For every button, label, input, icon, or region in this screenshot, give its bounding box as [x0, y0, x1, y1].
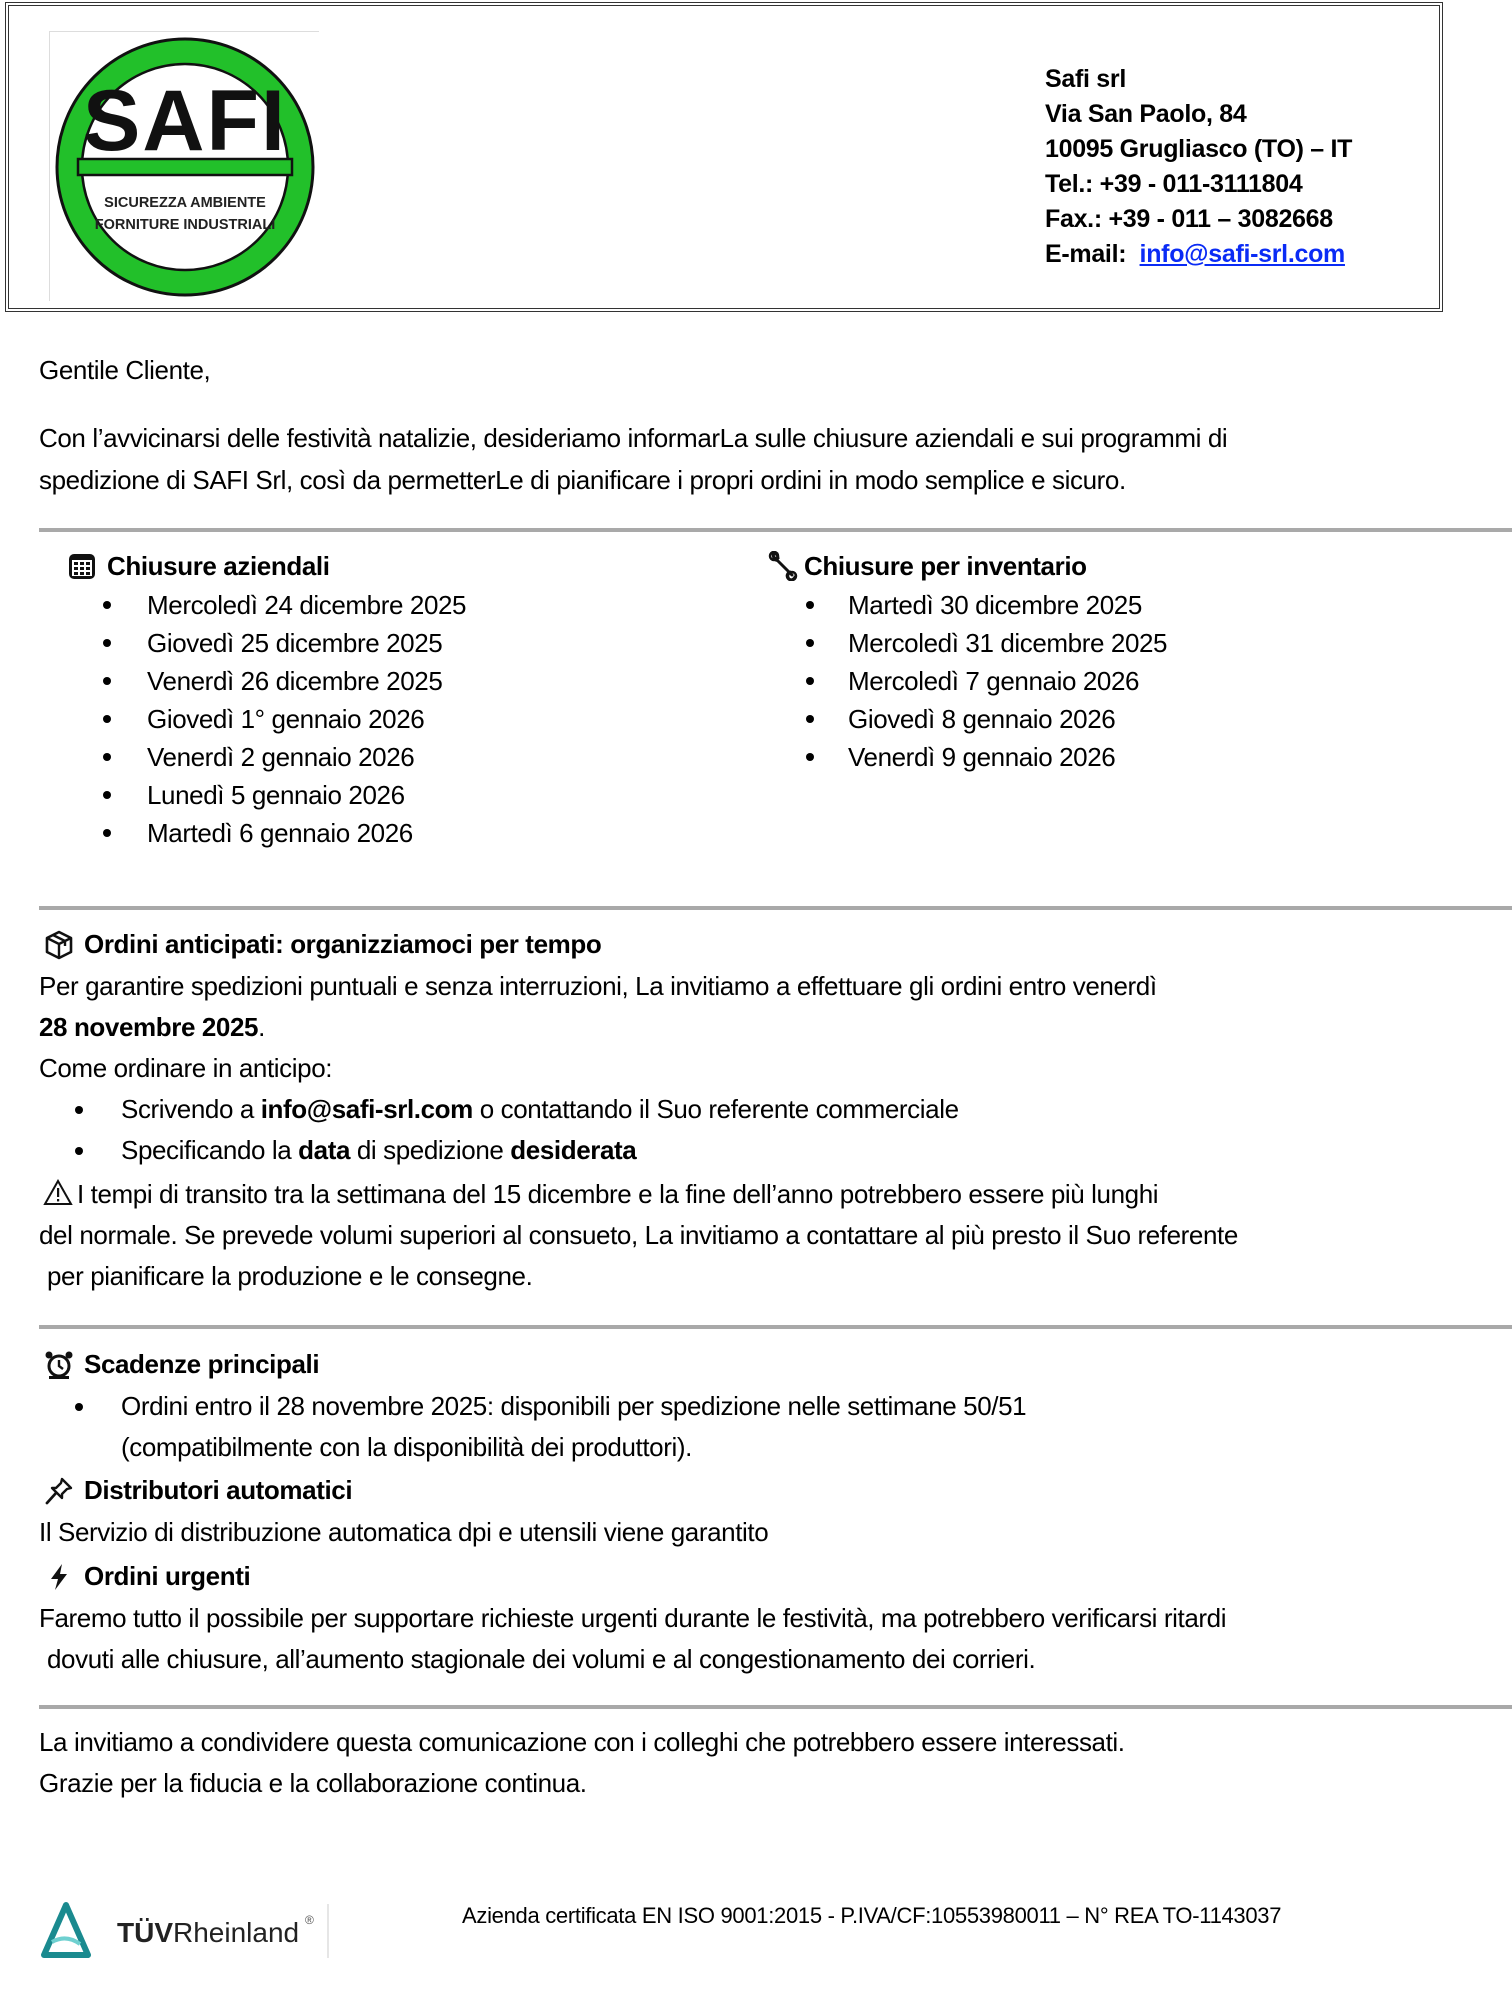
- svg-text:®: ®: [305, 1913, 314, 1927]
- vending-heading: [44, 1470, 352, 1511]
- transit-warning-line-1: I tempi di transito tra la settimana del 15 dicembre e la fine dell’anno potrebbero essere più lunghi: [43, 1174, 1158, 1218]
- how-to-bullet-1: Scrivendo a info@safi-srl.com o contattando il Suo referente commerciale: [121, 1089, 959, 1130]
- alarm-clock-icon: [44, 1350, 74, 1380]
- list-item: Lunedì 5 gennaio 2026: [39, 776, 739, 814]
- intro-line-2: spedizione di SAFI Srl, così da permetterLe di pianificare i propri ordini in modo semplice e sicuro.: [39, 465, 1126, 495]
- email-link[interactable]: info@safi-srl.com: [1139, 240, 1345, 268]
- safi-logo: [49, 31, 319, 301]
- company-phone: Tel.: +39 - 011-3111804: [1045, 170, 1303, 198]
- list-item: Giovedì 8 gennaio 2026: [768, 700, 1468, 738]
- list-item: Mercoledì 24 dicembre 2025: [39, 586, 739, 624]
- company-closures-list: [39, 586, 739, 852]
- advance-orders-title: Ordini anticipati: organizziamoci per tempo: [84, 929, 602, 959]
- greeting: Gentile Cliente,: [39, 355, 211, 385]
- closing-line-1: La invitiamo a condividere questa comunicazione con i colleghi che potrebbero essere interessati.: [39, 1727, 1125, 1757]
- company-fax: Fax.: +39 - 011 – 3082668: [1045, 205, 1333, 233]
- section-divider: [39, 1705, 1512, 1709]
- advance-orders-text-1: Per garantire spedizioni puntuali e senza interruzioni, La invitiamo a effettuare gli ordini entro venerdì: [39, 971, 1157, 1001]
- transit-warning-line-3: per pianificare la produzione e le consegne.: [47, 1261, 533, 1291]
- company-contact-block: [1045, 62, 1352, 272]
- company-city: 10095 Grugliasco (TO) – IT: [1045, 135, 1353, 163]
- certification-footer-text: Azienda certificata EN ISO 9001:2015 - P.IVA/CF:10553980011 – N° REA TO-1143037: [462, 1903, 1282, 1928]
- company-address: Via San Paolo, 84: [1045, 100, 1247, 128]
- svg-text:SAFI: SAFI: [83, 73, 287, 169]
- urgent-heading: [44, 1556, 250, 1597]
- list-item: Venerdì 26 dicembre 2025: [39, 662, 739, 700]
- deadline-date: 28 novembre 2025: [39, 1012, 259, 1042]
- svg-text:FORNITURE INDUSTRIALI: FORNITURE INDUSTRIALI: [94, 217, 276, 233]
- deadline-bullet: Ordini entro il 28 novembre 2025: disponibili per spedizione nelle settimane 50/51: [121, 1386, 1026, 1427]
- company-name: Safi srl: [1045, 65, 1126, 93]
- wrench-icon: [768, 551, 798, 581]
- how-to-bullet-2: Specificando la data di spedizione desiderata: [121, 1130, 636, 1171]
- section-divider: [39, 1325, 1512, 1329]
- tuv-rheinland-logo: [40, 1900, 330, 1960]
- inventory-closures-title: Chiusure per inventario: [804, 550, 1087, 581]
- letterhead-box: [5, 2, 1443, 312]
- section-divider: [39, 528, 1512, 532]
- calendar-icon: [67, 551, 97, 581]
- urgent-text-2: dovuti alle chiusure, all’aumento stagionale dei volumi e al congestionamento dei corrieri.: [47, 1644, 1036, 1674]
- email-label: E-mail:: [1045, 240, 1127, 268]
- closing-line-2: Grazie per la fiducia e la collaborazione continua.: [39, 1768, 587, 1798]
- company-closures: [39, 546, 739, 852]
- package-icon: [44, 930, 74, 960]
- warning-icon: [43, 1177, 77, 1218]
- lightning-icon: [44, 1562, 74, 1592]
- list-item: Venerdì 9 gennaio 2026: [768, 738, 1468, 776]
- vending-title: Distributori automatici: [84, 1475, 353, 1505]
- deadline-bullet-continued: (compatibilmente con la disponibilità dei produttori).: [121, 1432, 692, 1462]
- inventory-closures: [768, 546, 1468, 776]
- svg-text:SICUREZZA AMBIENTE: SICUREZZA AMBIENTE: [104, 195, 266, 211]
- section-divider: [39, 906, 1512, 910]
- transit-warning-line-2: del normale. Se prevede volumi superiori al consueto, La invitiamo a contattare al più presto il Suo referente: [39, 1220, 1238, 1250]
- company-email-row: [1045, 237, 1352, 272]
- urgent-text-1: Faremo tutto il possibile per supportare richieste urgenti durante le festività, ma potrebbero verificarsi ritardi: [39, 1603, 1227, 1633]
- list-item: Mercoledì 31 dicembre 2025: [768, 624, 1468, 662]
- vending-text: Il Servizio di distribuzione automatica dpi e utensili viene garantito: [39, 1517, 769, 1547]
- how-to-order: Come ordinare in anticipo:: [39, 1053, 333, 1083]
- urgent-title: Ordini urgenti: [84, 1561, 251, 1591]
- list-item: Giovedì 25 dicembre 2025: [39, 624, 739, 662]
- intro-line-1: Con l’avvicinarsi delle festività natalizie, desideriamo informarLa sulle chiusure aziendali e sui programmi di: [39, 423, 1228, 453]
- order-email: info@safi-srl.com: [260, 1094, 473, 1124]
- safi-logo-icon: [50, 32, 320, 302]
- deadlines-title: Scadenze principali: [84, 1349, 320, 1379]
- pushpin-icon: [44, 1476, 74, 1506]
- list-item: Mercoledì 7 gennaio 2026: [768, 662, 1468, 700]
- list-item: Martedì 30 dicembre 2025: [768, 586, 1468, 624]
- list-item: Venerdì 2 gennaio 2026: [39, 738, 739, 776]
- company-closures-title: Chiusure aziendali: [107, 550, 330, 581]
- advance-orders-heading: [44, 924, 601, 965]
- inventory-closures-list: [768, 586, 1468, 776]
- list-item: Martedì 6 gennaio 2026: [39, 814, 739, 852]
- advance-orders-deadline: 28 novembre 2025.: [39, 1012, 265, 1042]
- list-item: Giovedì 1° gennaio 2026: [39, 700, 739, 738]
- deadlines-heading: [44, 1344, 319, 1385]
- svg-text:TÜVRheinland: TÜVRheinland: [117, 1917, 300, 1948]
